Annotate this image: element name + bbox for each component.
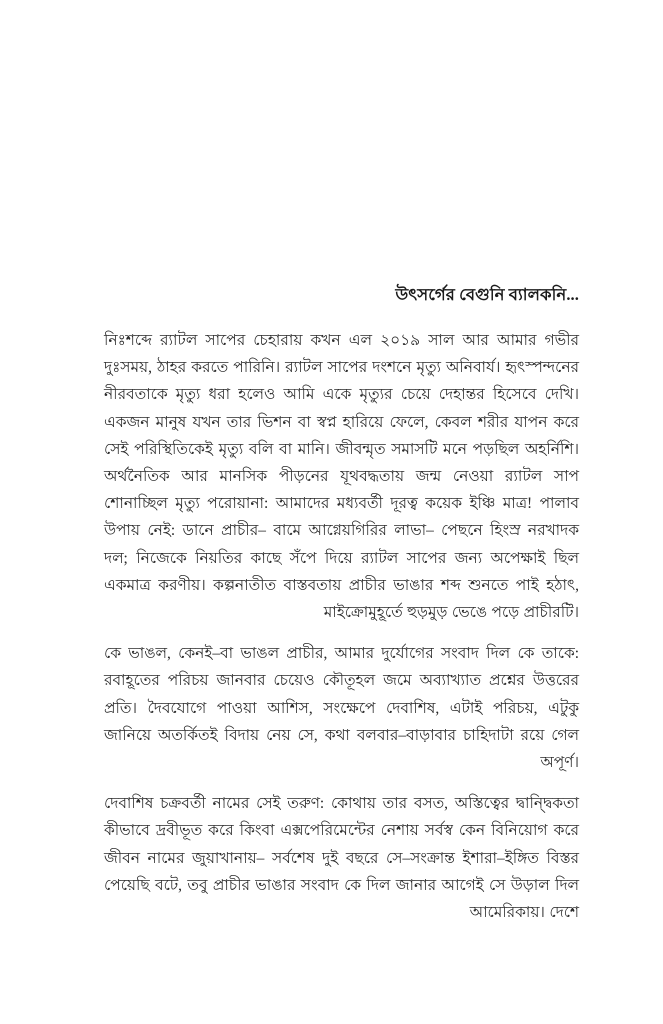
body-paragraph-3: দেবাশিষ চক্রবর্তী নামের সেই তরুণ: কোথায় তার বসত, অস্তিত্বের দ্বান্দ্বিকতা কীভাবে দ্রবীভূত করে কিংবা এক্সপেরিমেন্টের নেশায় সর্বস্ব কেন বিনিয়োগ করে জীবন নামের জুয়াখানায়– সর্বশেষ দুই বছরে সে–সংক্রান্ত ইশারা–ইঙ্গিত বিস্তর পেয়েছি বটে, তবু প্রাচীর ভাঙার সংবাদ কে দিল জানার আগেই সে উড়াল দিল আমেরিকায়। দেশে (104, 795, 579, 922)
page-content (104, 282, 579, 926)
chapter-title: উৎসর্গের বেগুনি ব্যালকনি... (395, 285, 579, 304)
body-paragraph-2: কে ভাঙল, কেনই–বা ভাঙল প্রাচীর, আমার দুর্যোগের সংবাদ দিল কে তাকে: রবাহূতের পরিচয় জানবার চেয়েও কৌতূহল জমে অব্যাখ্যাত প্রশ্নের উত্তরের প্রতি। দৈবযোগে পাওয়া আশিস, সংক্ষেপে দেবাশিষ, এটাই পরিচয়, এটুকু জানিয়ে অতর্কিতই বিদায় নেয় সে, কথা বলবার–বাড়াবার চাহিদাটা রয়ে গেল অপূর্ণ। (104, 645, 579, 772)
body-paragraph-1: নিঃশব্দে র‍্যাটল সাপের চেহারায় কখন এল ২০১৯ সাল আর আমার গভীর দুঃসময়, ঠাহর করতে পারিনি। র‍্যাটল সাপের দংশনে মৃত্যু অনিবার্য। হৃৎস্পন্দনের নীরবতাকে মৃত্যু ধরা হলেও আমি একে মৃত্যুর চেয়ে দেহান্তর হিসেবে দেখি। একজন মানুষ যখন তার ভিশন বা স্বপ্ন হারিয়ে ফেলে, কেবল শরীর যাপন করে সেই পরিস্থিতিকেই মৃত্যু বলি বা মানি। জীবন্মৃত সমাসটি মনে পড়ছিল অহর্নিশি। অর্থনৈতিক আর মানসিক পীড়নের যূথবদ্ধতায় জন্ম নেওয়া র‍্যাটল সাপ শোনাচ্ছিল মৃত্যু পরোয়ানা: আমাদের মধ্যবর্তী দূরত্ব কয়েক ইঞ্চি মাত্র! পালাব উপায় নেই: ডানে প্রাচীর– বামে আগ্নেয়গিরির লাভা– পেছনে হিংস্র নরখাদক দল; নিজেকে নিয়তির কাছে সঁপে দিয়ে র‍্যাটল সাপের জন্য অপেক্ষাই ছিল একমাত্র করণীয়। কল্পনাতীত বাস্তবতায় প্রাচীর ভাঙার শব্দ শুনতে পাই হঠাৎ, মাইক্রোমুহূর্তে হুড়মুড় ভেঙে পড়ে প্রাচীরটি। (104, 332, 579, 622)
